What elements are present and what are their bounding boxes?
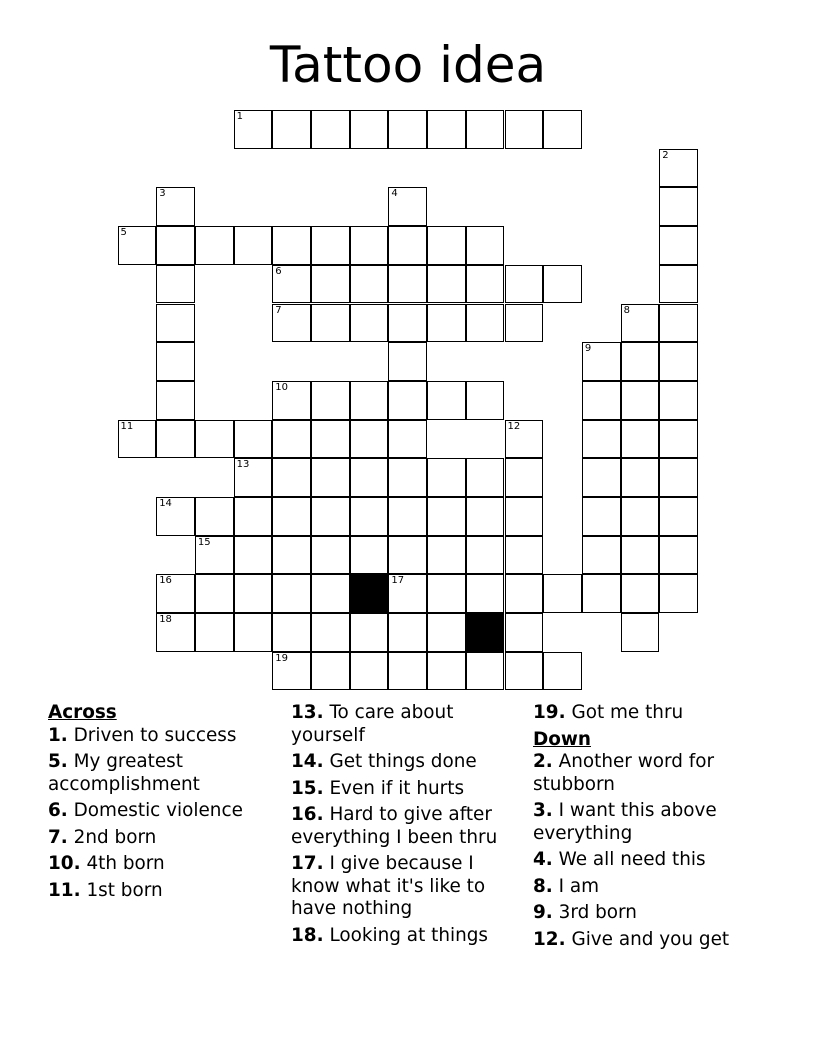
grid-cell[interactable]: [621, 381, 660, 420]
clue-number-label: 7.: [48, 826, 68, 848]
clue-number-label: 17.: [291, 853, 324, 874]
grid-cell[interactable]: [505, 613, 544, 652]
grid-cell[interactable]: [156, 381, 195, 420]
grid-cell[interactable]: [272, 381, 311, 420]
grid-cell[interactable]: [621, 613, 660, 652]
grid-cell[interactable]: [388, 342, 427, 381]
clue-number: 19: [275, 652, 289, 664]
grid-cell[interactable]: [311, 110, 350, 149]
grid-cell[interactable]: [234, 226, 273, 265]
grid-cell[interactable]: [427, 536, 466, 575]
grid-cell[interactable]: [582, 381, 621, 420]
grid-cell[interactable]: [350, 613, 389, 652]
clue-number-label: 3.: [533, 800, 553, 821]
grid-cell[interactable]: [466, 497, 505, 536]
grid-cell[interactable]: [388, 226, 427, 265]
grid-cell[interactable]: [388, 574, 427, 613]
grid-cell[interactable]: [388, 536, 427, 575]
grid-cell[interactable]: [388, 497, 427, 536]
clues-column-1: [48, 702, 283, 906]
grid-cell[interactable]: [466, 652, 505, 691]
grid-cell[interactable]: [156, 420, 195, 459]
clue-number-label: 2.: [533, 751, 553, 772]
grid-cell[interactable]: [311, 536, 350, 575]
grid-cell[interactable]: [350, 226, 389, 265]
grid-cell[interactable]: [582, 574, 621, 613]
clue-item: [533, 800, 783, 845]
clue-list-col3-down: [533, 751, 783, 951]
clue-number-label: 12.: [533, 928, 566, 950]
clue-number-label: 19.: [533, 702, 566, 723]
grid-cell[interactable]: [466, 110, 505, 149]
grid-cell[interactable]: [621, 304, 660, 343]
grid-cell[interactable]: [350, 304, 389, 343]
grid-cell[interactable]: [272, 420, 311, 459]
grid-cell[interactable]: [466, 536, 505, 575]
clue-number-label: 4.: [533, 849, 553, 870]
clue-number: 9: [584, 343, 592, 355]
grid-cell[interactable]: [156, 497, 195, 536]
grid-cell[interactable]: [272, 574, 311, 613]
clue-text: I want this above everything: [533, 800, 717, 844]
clue-number-label: 18.: [291, 924, 324, 946]
grid-cell[interactable]: [234, 420, 273, 459]
grid-cell[interactable]: [156, 265, 195, 304]
puzzle-title: Tattoo idea: [269, 36, 547, 94]
grid-cell[interactable]: [466, 381, 505, 420]
grid-cell[interactable]: [543, 110, 582, 149]
clue-number-label: 6.: [48, 800, 68, 821]
grid-cell[interactable]: [427, 574, 466, 613]
grid-cell[interactable]: [195, 613, 234, 652]
grid-cell[interactable]: [272, 613, 311, 652]
clue-text: Get things done: [323, 751, 477, 772]
grid-cell[interactable]: [195, 226, 234, 265]
clue-text: Even if it hurts: [323, 777, 465, 799]
grid-cell[interactable]: [427, 381, 466, 420]
clue-item: [533, 751, 783, 796]
grid-cell[interactable]: [156, 574, 195, 613]
clue-item: [48, 880, 283, 903]
clue-item: [533, 849, 783, 872]
grid-cell[interactable]: [466, 574, 505, 613]
clue-number-label: 8.: [533, 875, 553, 897]
grid-cell[interactable]: [388, 265, 427, 304]
grid-cell[interactable]: [350, 381, 389, 420]
grid-cell[interactable]: [466, 304, 505, 343]
grid-cell[interactable]: [311, 497, 350, 536]
grid-cell[interactable]: [350, 497, 389, 536]
grid-cell[interactable]: [659, 381, 698, 420]
clue-text: My greatest accomplishment: [48, 751, 200, 795]
grid-cell[interactable]: [505, 265, 544, 304]
grid-cell[interactable]: [311, 652, 350, 691]
clue-list-col2: [291, 702, 527, 947]
grid-cell[interactable]: [427, 652, 466, 691]
grid-cell[interactable]: [311, 613, 350, 652]
clue-number-label: 9.: [533, 902, 553, 923]
clue-number-label: 10.: [48, 853, 81, 874]
clue-text: 1st born: [80, 879, 163, 901]
grid-cell[interactable]: [234, 110, 273, 149]
grid-cell[interactable]: [659, 536, 698, 575]
grid-cell[interactable]: [427, 304, 466, 343]
clue-item: [291, 751, 527, 774]
clue-text: 4th born: [80, 853, 165, 874]
grid-cell[interactable]: [582, 497, 621, 536]
grid-cell[interactable]: [272, 652, 311, 691]
clue-item: [533, 929, 783, 952]
grid-cell[interactable]: [427, 110, 466, 149]
grid-cell[interactable]: [388, 304, 427, 343]
clue-text: Hard to give after everything I been thru: [291, 804, 498, 848]
grid-cell[interactable]: [621, 458, 660, 497]
grid-cell[interactable]: [466, 226, 505, 265]
grid-cell[interactable]: [427, 497, 466, 536]
grid-cell[interactable]: [156, 187, 195, 226]
clue-number: 15: [197, 536, 211, 548]
clue-number: 14: [159, 498, 172, 509]
grid-cell[interactable]: [505, 420, 544, 459]
grid-cell[interactable]: [350, 536, 389, 575]
grid-cell[interactable]: [350, 652, 389, 691]
clue-item: [533, 876, 783, 899]
grid-cell[interactable]: [118, 226, 157, 265]
grid-cell[interactable]: [505, 458, 544, 497]
grid-cell[interactable]: [659, 304, 698, 343]
clue-text: Domestic violence: [67, 800, 243, 821]
clue-item: [291, 804, 527, 849]
grid-cell[interactable]: [659, 187, 698, 226]
clue-number: 6: [275, 265, 282, 277]
grid-cell[interactable]: [350, 420, 389, 459]
clue-text: I give because I know what it's like to have nothing: [291, 853, 486, 919]
grid-cell[interactable]: [272, 226, 311, 265]
clue-item: [291, 778, 527, 801]
grid-cell[interactable]: [505, 497, 544, 536]
grid-cell[interactable]: [659, 265, 698, 304]
grid-cell[interactable]: [659, 420, 698, 459]
clue-list-col1: [48, 725, 283, 903]
grid-cell[interactable]: [311, 381, 350, 420]
clue-item: [533, 702, 783, 725]
grid-cell[interactable]: [272, 536, 311, 575]
grid-cell[interactable]: [195, 497, 234, 536]
grid-cell[interactable]: [195, 574, 234, 613]
clue-number: 16: [159, 575, 172, 587]
grid-cell[interactable]: [272, 304, 311, 343]
clue-number: 4: [391, 188, 398, 200]
grid-cell[interactable]: [659, 458, 698, 497]
clue-number: 12: [507, 420, 521, 432]
clue-text: Driven to success: [67, 724, 237, 746]
clue-number-label: 13.: [291, 702, 324, 723]
grid-cell[interactable]: [272, 497, 311, 536]
down-heading: Down: [533, 728, 591, 750]
clue-text: To care about yourself: [291, 702, 454, 746]
grid-cell[interactable]: [582, 420, 621, 459]
grid-cell[interactable]: [311, 458, 350, 497]
clue-number: 11: [120, 420, 134, 432]
grid-cell[interactable]: [311, 265, 350, 304]
grid-cell[interactable]: [234, 458, 273, 497]
grid-cell[interactable]: [427, 265, 466, 304]
grid-cell[interactable]: [311, 420, 350, 459]
grid-cell[interactable]: [388, 381, 427, 420]
grid-cell[interactable]: [388, 458, 427, 497]
clue-number: 18: [159, 614, 172, 626]
grid-cell[interactable]: [505, 574, 544, 613]
grid-cell[interactable]: [582, 342, 621, 381]
clue-number-label: 5.: [48, 751, 68, 772]
black-cell: [466, 613, 505, 652]
grid-cell[interactable]: [621, 420, 660, 459]
grid-cell[interactable]: [234, 613, 273, 652]
grid-cell[interactable]: [659, 497, 698, 536]
grid-cell[interactable]: [195, 536, 234, 575]
grid-cell[interactable]: [195, 420, 234, 459]
grid-cell[interactable]: [272, 458, 311, 497]
clue-number: 3: [159, 188, 166, 200]
clue-text: Give and you get: [565, 928, 730, 950]
grid-cell[interactable]: [621, 342, 660, 381]
clue-text: 2nd born: [67, 826, 157, 848]
clue-text: Looking at things: [323, 924, 489, 946]
grid-cell[interactable]: [311, 574, 350, 613]
grid-cell[interactable]: [272, 265, 311, 304]
grid-cell[interactable]: [543, 652, 582, 691]
grid-cell[interactable]: [621, 536, 660, 575]
grid-cell[interactable]: [659, 226, 698, 265]
grid-cell[interactable]: [621, 497, 660, 536]
grid-cell[interactable]: [156, 304, 195, 343]
clue-number: 1: [236, 111, 243, 122]
clue-text: 3rd born: [552, 902, 637, 923]
clue-item: [48, 827, 283, 850]
clue-list-col3-across: [533, 702, 783, 725]
clue-text: Got me thru: [565, 702, 684, 723]
grid-cell[interactable]: [118, 420, 157, 459]
grid-cell[interactable]: [388, 613, 427, 652]
clue-item: [48, 725, 283, 748]
grid-cell[interactable]: [234, 497, 273, 536]
grid-cell[interactable]: [582, 458, 621, 497]
clues-column-2: [291, 702, 527, 951]
clue-item: [48, 800, 283, 823]
clue-number-label: 14.: [291, 751, 324, 772]
grid-cell[interactable]: [621, 574, 660, 613]
grid-cell[interactable]: [659, 342, 698, 381]
black-cell: [350, 574, 389, 613]
grid-cell[interactable]: [466, 458, 505, 497]
grid-cell[interactable]: [505, 652, 544, 691]
grid-cell[interactable]: [156, 613, 195, 652]
grid-cell[interactable]: [388, 652, 427, 691]
grid-cell[interactable]: [311, 304, 350, 343]
clue-item: [48, 751, 283, 796]
grid-cell[interactable]: [543, 265, 582, 304]
clue-number-label: 16.: [291, 804, 324, 825]
clue-number: 8: [623, 304, 630, 316]
grid-cell[interactable]: [427, 613, 466, 652]
grid-cell[interactable]: [582, 536, 621, 575]
grid-cell[interactable]: [659, 149, 698, 188]
grid-cell[interactable]: [427, 226, 466, 265]
grid-cell[interactable]: [350, 458, 389, 497]
clue-number: 5: [120, 227, 127, 239]
grid-cell[interactable]: [350, 265, 389, 304]
grid-cell[interactable]: [388, 110, 427, 149]
clue-text: Another word for stubborn: [533, 751, 715, 795]
grid-cell[interactable]: [234, 536, 273, 575]
across-heading: Across: [48, 702, 117, 723]
clue-number-label: 15.: [291, 777, 324, 799]
grid-cell[interactable]: [350, 110, 389, 149]
clue-number: 17: [391, 575, 405, 587]
grid-cell[interactable]: [234, 574, 273, 613]
grid-cell[interactable]: [505, 536, 544, 575]
grid-cell[interactable]: [505, 304, 544, 343]
clue-item: [533, 902, 783, 925]
clue-text: We all need this: [552, 849, 706, 870]
grid-cell[interactable]: [388, 420, 427, 459]
grid-cell[interactable]: [156, 226, 195, 265]
grid-cell[interactable]: [505, 110, 544, 149]
clue-item: [48, 853, 283, 876]
grid-cell[interactable]: [466, 265, 505, 304]
grid-cell[interactable]: [543, 574, 582, 613]
grid-cell[interactable]: [156, 342, 195, 381]
clue-number: 7: [275, 304, 282, 316]
grid-cell[interactable]: [311, 226, 350, 265]
clue-item: [291, 702, 527, 747]
grid-cell[interactable]: [427, 458, 466, 497]
clues-column-3: [533, 702, 783, 955]
clue-number-label: 1.: [48, 724, 68, 746]
clue-item: [291, 853, 527, 921]
grid-cell[interactable]: [272, 110, 311, 149]
clue-number-label: 11.: [48, 879, 81, 901]
clue-number: 10: [275, 381, 289, 393]
clue-item: [291, 925, 527, 948]
grid-cell[interactable]: [659, 574, 698, 613]
grid-cell[interactable]: [388, 187, 427, 226]
clue-text: I am: [552, 875, 600, 897]
clue-number: 2: [662, 149, 669, 161]
clue-number: 13: [236, 459, 250, 471]
